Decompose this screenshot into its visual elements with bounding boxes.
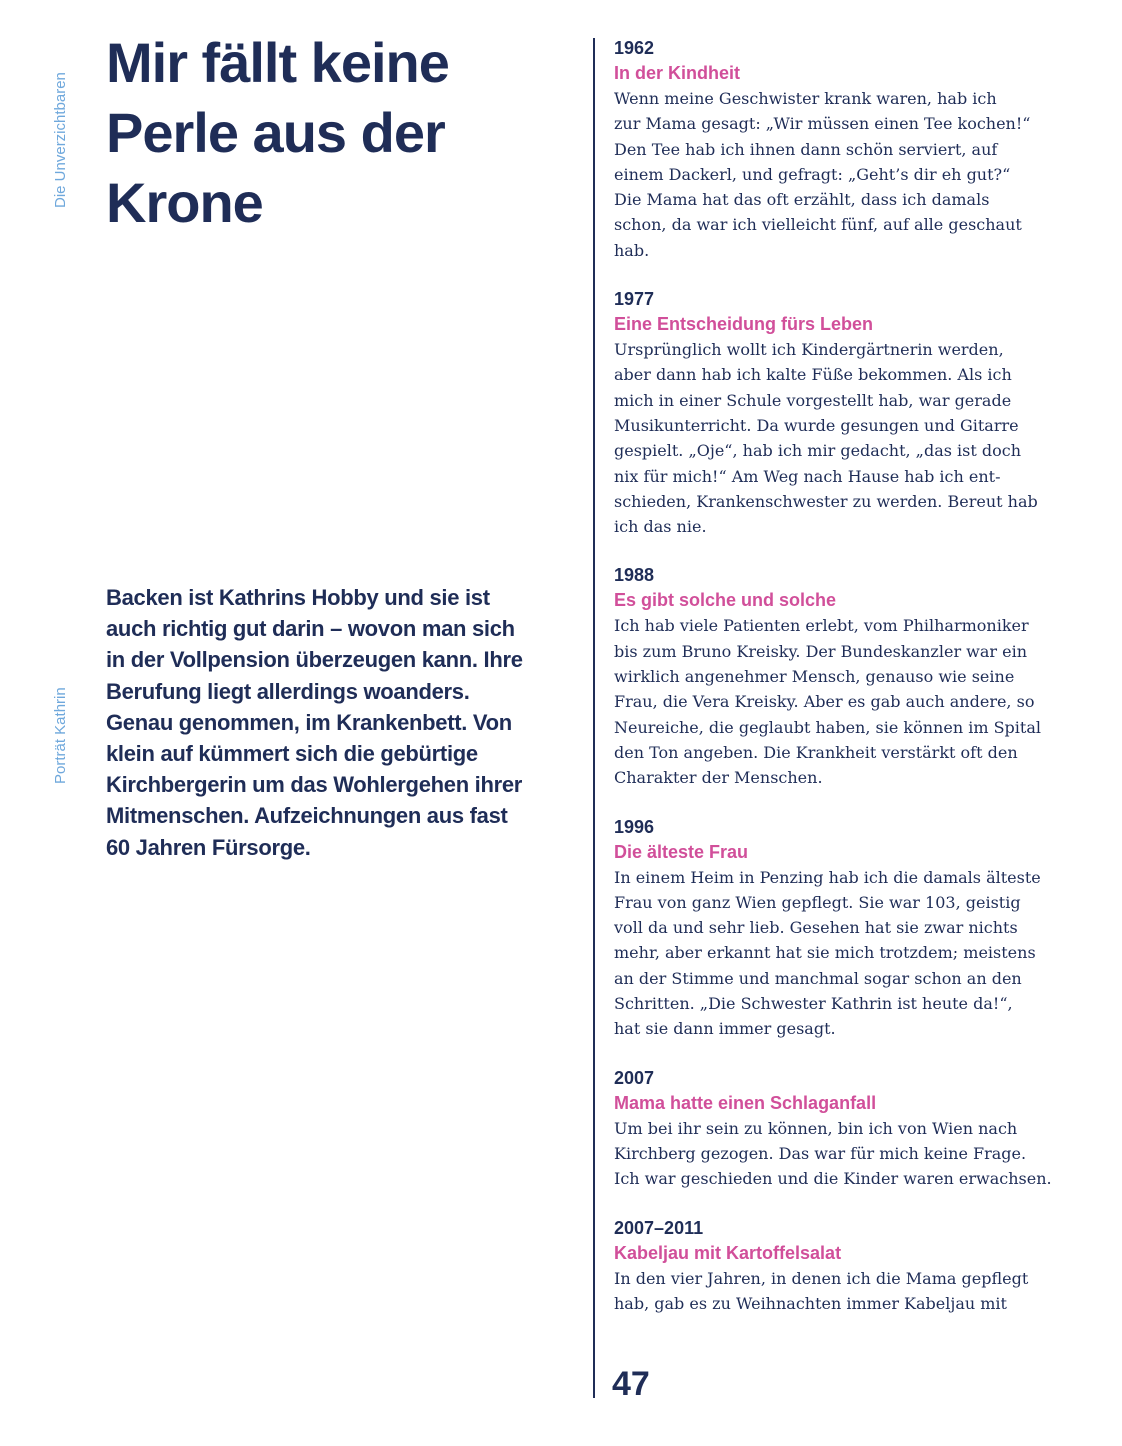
entry-text-line: Schritten. „Die Schwester Kathrin ist heute da!“, bbox=[614, 994, 1013, 1014]
intro-line: Backen ist Kathrins Hobby und sie ist bbox=[106, 585, 490, 610]
page-number: 47 bbox=[612, 1365, 650, 1403]
entry-text-line: Ursprünglich wollt ich Kindergärtnerin werden, bbox=[614, 340, 1004, 360]
entry-title: Kabeljau mit Kartoffelsalat bbox=[614, 1242, 842, 1263]
entry-year: 1962 bbox=[614, 38, 655, 58]
entry-text-line: Wenn meine Geschwister krank waren, hab ich bbox=[614, 89, 997, 108]
entry-text-line: aber dann hab ich kalte Füße bekommen. Als ich bbox=[614, 365, 1012, 385]
entry-text-line: einem Dackerl, und gefragt: „Geht’s dir eh gut?“ bbox=[614, 164, 1011, 184]
entry-text-line: Charakter der Menschen. bbox=[614, 768, 823, 788]
entry-text bbox=[614, 86, 1094, 263]
entry-text-line: Neureiche, die geglaubt haben, sie können im Spital bbox=[614, 717, 1041, 737]
timeline-entry bbox=[614, 287, 1094, 539]
entry-text-line: mich in einer Schule vorgestellt hab, war gerade bbox=[614, 390, 1012, 410]
entry-text-line: voll da und sehr lieb. Gesehen hat sie zwar nichts bbox=[614, 918, 1018, 938]
entry-text-line: Musikunterricht. Da wurde gesungen und Gitarre bbox=[614, 415, 1019, 435]
intro-line: Berufung liegt allerdings woanders. bbox=[106, 678, 470, 704]
entry-text bbox=[614, 613, 1094, 790]
headline bbox=[106, 28, 576, 238]
column-divider bbox=[593, 38, 595, 1398]
entry-text-line: schon, da war ich vielleicht fünf, auf alle geschaut bbox=[614, 215, 1022, 235]
entry-text bbox=[614, 1116, 1094, 1192]
headline-line: Krone bbox=[106, 171, 263, 234]
entry-title: In der Kindheit bbox=[614, 63, 740, 83]
entry-text-line: In einem Heim in Penzing hab ich die damals älteste bbox=[614, 867, 1041, 887]
intro-line: Kirchbergerin um das Wohlergehen ihrer bbox=[106, 772, 523, 798]
entry-year: 1988 bbox=[614, 565, 655, 586]
entry-text-line: hat sie dann immer gesagt. bbox=[614, 1019, 836, 1039]
timeline bbox=[614, 36, 1094, 1340]
entry-text bbox=[614, 865, 1094, 1042]
entry-year: 2007 bbox=[614, 1067, 655, 1088]
entry-text-line: den Ton angeben. Die Krankheit verstärkt oft den bbox=[614, 742, 1018, 762]
entry-text-line: ich das nie. bbox=[614, 517, 707, 537]
entry-text-line: an der Stimme und manchmal sogar schon an den bbox=[614, 968, 1022, 988]
entry-text-line: Frau von ganz Wien gepflegt. Sie war 103, geistig bbox=[614, 892, 1021, 912]
entry-text-line: Den Tee hab ich ihnen dann schön serviert, auf bbox=[614, 139, 998, 159]
timeline-entry bbox=[614, 36, 1094, 263]
intro-line: 60 Jahren Fürsorge. bbox=[106, 834, 311, 860]
intro-line: in der Vollpension überzeugen kann. Ihre bbox=[106, 647, 523, 673]
entry-text-line: mehr, aber erkannt hat sie mich trotzdem; meistens bbox=[614, 943, 1036, 963]
entry-text-line: In den vier Jahren, in denen ich die Mama gepflegt bbox=[614, 1268, 1029, 1288]
intro-line: klein auf kümmert sich die gebürtige bbox=[106, 741, 478, 767]
entry-text-line: Um bei ihr sein zu können, bin ich von Wien nach bbox=[614, 1118, 1018, 1138]
intro-line: Genau genommen, im Krankenbett. Von bbox=[106, 709, 512, 735]
entry-text-line: Frau, die Vera Kreisky. Aber es gab auch andere, so bbox=[614, 692, 1035, 712]
intro-line: Mitmenschen. Aufzeichnungen aus fast bbox=[106, 803, 508, 829]
entry-text-line: Die Mama hat das oft erzählt, dass ich damals bbox=[614, 190, 990, 210]
entry-text bbox=[614, 1266, 1094, 1317]
entry-year: 1996 bbox=[614, 816, 655, 837]
timeline-entry bbox=[614, 815, 1094, 1042]
section-label: Die Unverzichtbaren bbox=[52, 72, 69, 208]
entry-text bbox=[614, 337, 1094, 539]
entry-text-line: schieden, Krankenschwester zu werden. Bereut hab bbox=[614, 491, 1038, 511]
intro-line: auch richtig gut darin – wovon man sich bbox=[106, 616, 515, 642]
entry-text-line: Ich war geschieden und die Kinder waren erwachsen. bbox=[614, 1169, 1052, 1189]
entry-text-line: gespielt. „Oje“, hab ich mir gedacht, „das ist doch bbox=[614, 441, 1022, 461]
entry-text-line: zur Mama gesagt: „Wir müssen einen Tee kochen!“ bbox=[614, 114, 1031, 134]
entry-title: Es gibt solche und solche bbox=[614, 590, 837, 611]
timeline-entry bbox=[614, 1066, 1094, 1192]
entry-text-line: nix für mich!“ Am Weg nach Hause hab ich ent- bbox=[614, 466, 1001, 486]
timeline-entry bbox=[614, 1216, 1094, 1317]
headline-line: Mir fällt keine bbox=[106, 31, 449, 94]
entry-year: 2007–2011 bbox=[614, 1217, 704, 1238]
portrait-label: Porträt Kathrin bbox=[52, 687, 69, 784]
entry-title: Die älteste Frau bbox=[614, 841, 749, 862]
entry-title: Mama hatte einen Schlaganfall bbox=[614, 1092, 877, 1113]
entry-text-line: bis zum Bruno Kreisky. Der Bundeskanzler war ein bbox=[614, 641, 1028, 661]
entry-text-line: hab. bbox=[614, 240, 650, 260]
headline-line: Perle aus der bbox=[106, 101, 445, 164]
entry-title: Eine Entscheidung fürs Leben bbox=[614, 314, 874, 335]
entry-text-line: Kirchberg gezogen. Das war für mich keine Frage. bbox=[614, 1143, 1027, 1163]
entry-text-line: Ich hab viele Patienten erlebt, vom Philharmoniker bbox=[614, 616, 1029, 636]
timeline-entry bbox=[614, 563, 1094, 790]
entry-text-line: wirklich angenehmer Mensch, genauso wie seine bbox=[614, 667, 1015, 687]
entry-text-line: hab, gab es zu Weihnachten immer Kabeljau mit bbox=[614, 1293, 1007, 1313]
entry-year: 1977 bbox=[614, 289, 655, 310]
intro-paragraph bbox=[106, 582, 578, 863]
